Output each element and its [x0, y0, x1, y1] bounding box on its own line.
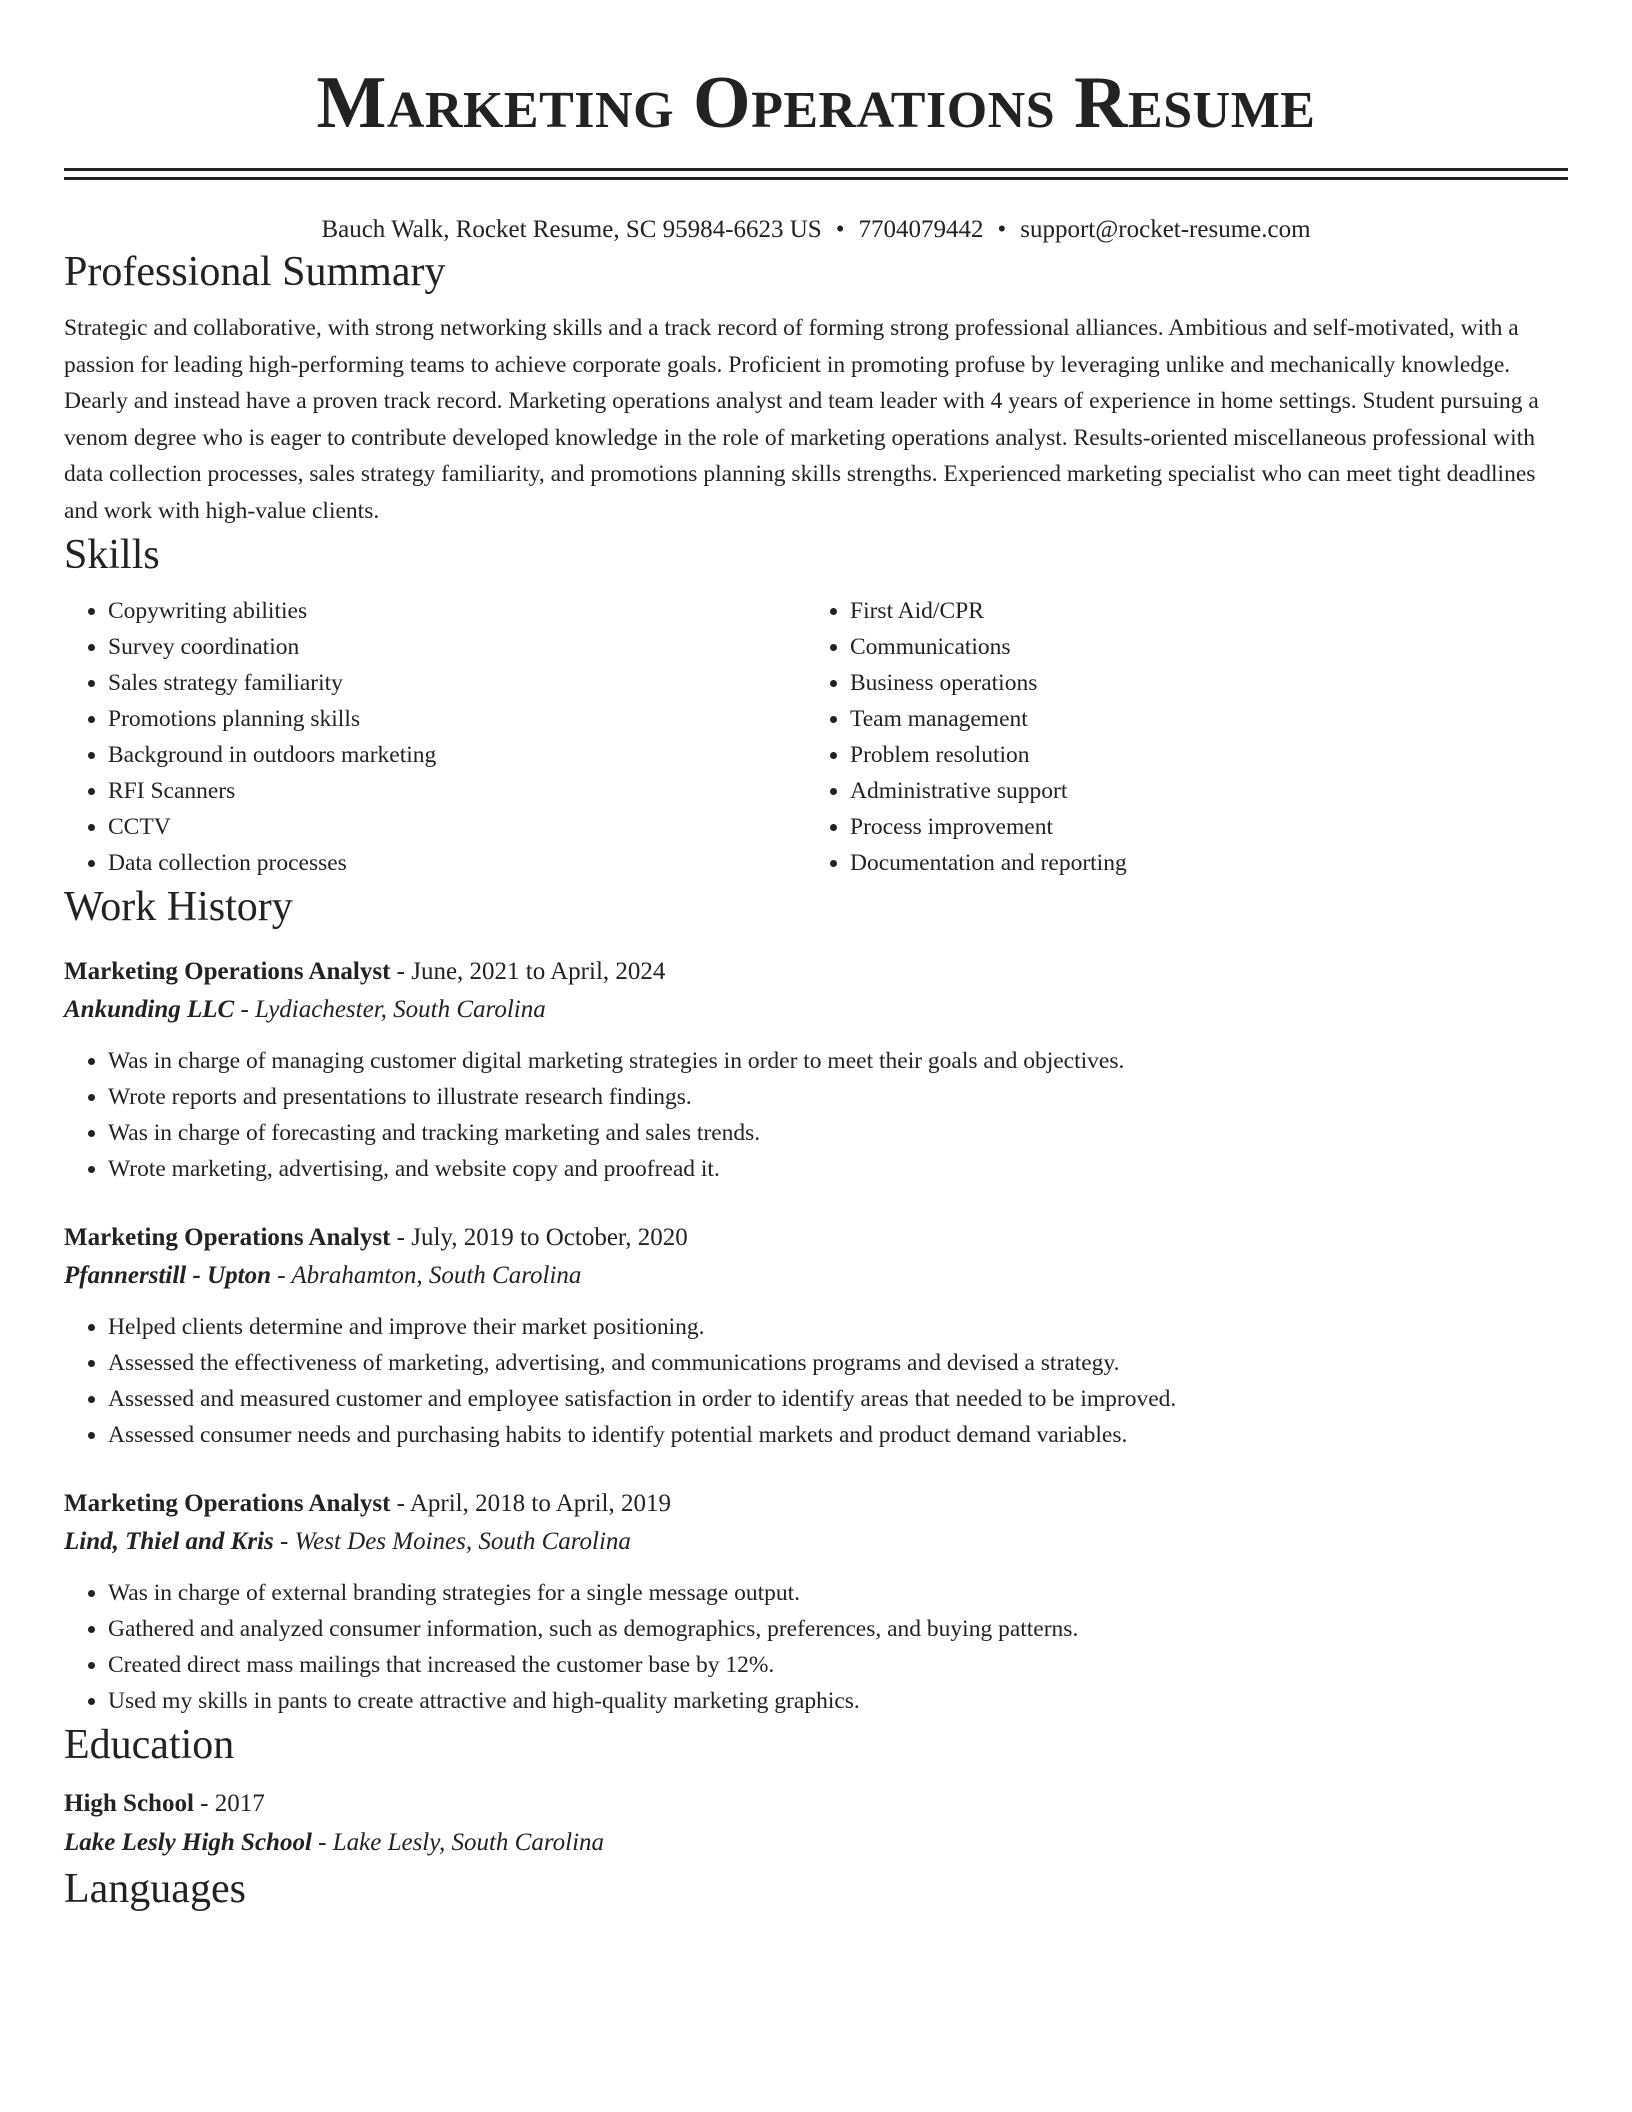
skill-item: • Copywriting abilities: [108, 593, 806, 629]
duty-item: • Assessed and measured customer and employee satisfaction in order to identify areas that needed to be improved.: [108, 1381, 1568, 1417]
skill-item: • RFI Scanners: [108, 773, 806, 809]
skill-item: • Sales strategy familiarity: [108, 665, 806, 701]
skill-item: • CCTV: [108, 809, 806, 845]
duty-item: • Gathered and analyzed consumer information, such as demographics, preferences, and buying patterns.: [108, 1611, 1568, 1647]
duty-item: • Was in charge of managing customer digital marketing strategies in order to meet their goals and objectives.: [108, 1043, 1568, 1079]
job-duties: [64, 1575, 1568, 1719]
skills-list-left: [64, 593, 806, 881]
education-heading: Education: [64, 1722, 235, 1768]
contact-line: [64, 214, 1568, 246]
contact-phone: 7704079442: [858, 216, 984, 243]
job-location: - West Des Moines, South Carolina: [273, 1528, 631, 1555]
job-duties: [64, 1309, 1568, 1453]
duty-item: • Wrote marketing, advertising, and website copy and proofread it.: [108, 1151, 1568, 1187]
job-company-line: [64, 1257, 1568, 1295]
contact-address: Bauch Walk, Rocket Resume, SC 95984-6623 US: [321, 216, 822, 243]
education-location: - Lake Lesly, South Carolina: [311, 1829, 605, 1856]
job-company: Ankunding LLC: [64, 996, 235, 1023]
skill-item: • Business operations: [850, 665, 1127, 701]
skill-item: • Administrative support: [850, 773, 1127, 809]
skill-item: • Problem resolution: [850, 737, 1127, 773]
duty-item: • Used my skills in pants to create attractive and high-quality marketing graphics.: [108, 1683, 1568, 1719]
skill-item: • First Aid/CPR: [850, 593, 1127, 629]
duty-item: • Was in charge of external branding strategies for a single message output.: [108, 1575, 1568, 1611]
skills-heading: Skills: [64, 532, 160, 578]
work-history-heading: Work History: [64, 884, 293, 930]
duty-item: • Assessed the effectiveness of marketing, advertising, and communications programs and devised a strategy.: [108, 1345, 1568, 1381]
resume-title: Marketing Operations Resume: [316, 62, 1316, 144]
duty-item: • Assessed consumer needs and purchasing habits to identify potential markets and product demand variables.: [108, 1417, 1568, 1453]
skill-item: • Documentation and reporting: [850, 845, 1127, 881]
job-title: Marketing Operations Analyst: [64, 958, 391, 985]
duty-item: • Helped clients determine and improve their market positioning.: [108, 1309, 1568, 1345]
job-company-line: [64, 991, 1568, 1029]
duty-item: • Wrote reports and presentations to illustrate research findings.: [108, 1079, 1568, 1115]
job-company: Pfannerstill - Upton: [64, 1262, 271, 1289]
job-dates: - April, 2018 to April, 2019: [390, 1490, 671, 1517]
job-header: [64, 1219, 1568, 1257]
education-degree-line: [64, 1785, 1568, 1823]
education-school: Lake Lesly High School: [64, 1829, 312, 1856]
contact-separator: •: [997, 216, 1007, 243]
job-dates: - June, 2021 to April, 2024: [390, 958, 666, 985]
job-duties: [64, 1043, 1568, 1187]
skill-item: • Communications: [850, 629, 1127, 665]
duty-item: • Created direct mass mailings that increased the customer base by 12%.: [108, 1647, 1568, 1683]
skill-item: • Promotions planning skills: [108, 701, 806, 737]
contact-email: support@rocket-resume.com: [1020, 216, 1311, 243]
skills-columns: [64, 593, 1568, 881]
job-entry: [64, 1485, 1568, 1719]
education-year: - 2017: [193, 1790, 265, 1817]
job-company: Lind, Thiel and Kris: [64, 1528, 274, 1555]
skill-item: • Background in outdoors marketing: [108, 737, 806, 773]
job-title: Marketing Operations Analyst: [64, 1490, 391, 1517]
summary-text: Strategic and collaborative, with strong networking skills and a track record of forming strong professional alliances. Ambitious and self-motivated, with a passion for leading high-performing teams to achieve corporate goals. Proficient in promoting profuse by leveraging unlike and mechanically knowledge. Dearly and instead have a proven track record. Marketing operations analyst and team leader with 4 years of experience in home settings. Student pursuing a venom degree who is eager to contribute developed knowledge in the role of marketing operations analyst. Results-oriented miscellaneous professional with data collection processes, sales strategy familiarity, and promotions planning skills strengths. Experienced marketing specialist who can meet tight deadlines and work with high-value clients.: [64, 315, 1539, 524]
skill-item: • Team management: [850, 701, 1127, 737]
job-header: [64, 953, 1568, 991]
skill-item: • Survey coordination: [108, 629, 806, 665]
education-school-line: [64, 1823, 1568, 1863]
job-header: [64, 1485, 1568, 1523]
job-dates: - July, 2019 to October, 2020: [390, 1224, 688, 1251]
job-company-line: [64, 1523, 1568, 1561]
title-divider: [64, 168, 1568, 180]
skill-item: • Process improvement: [850, 809, 1127, 845]
summary-heading: Professional Summary: [64, 249, 446, 295]
job-entry: [64, 953, 1568, 1187]
contact-separator: •: [835, 216, 845, 243]
languages-heading: Languages: [64, 1866, 246, 1912]
job-location: - Lydiachester, South Carolina: [234, 996, 546, 1023]
duty-item: • Was in charge of forecasting and tracking marketing and sales trends.: [108, 1115, 1568, 1151]
job-location: - Abrahamton, South Carolina: [270, 1262, 582, 1289]
skill-item: • Data collection processes: [108, 845, 806, 881]
job-entry: [64, 1219, 1568, 1453]
skills-list-right: [806, 593, 1127, 881]
education-degree: High School: [64, 1790, 194, 1817]
job-title: Marketing Operations Analyst: [64, 1224, 391, 1251]
